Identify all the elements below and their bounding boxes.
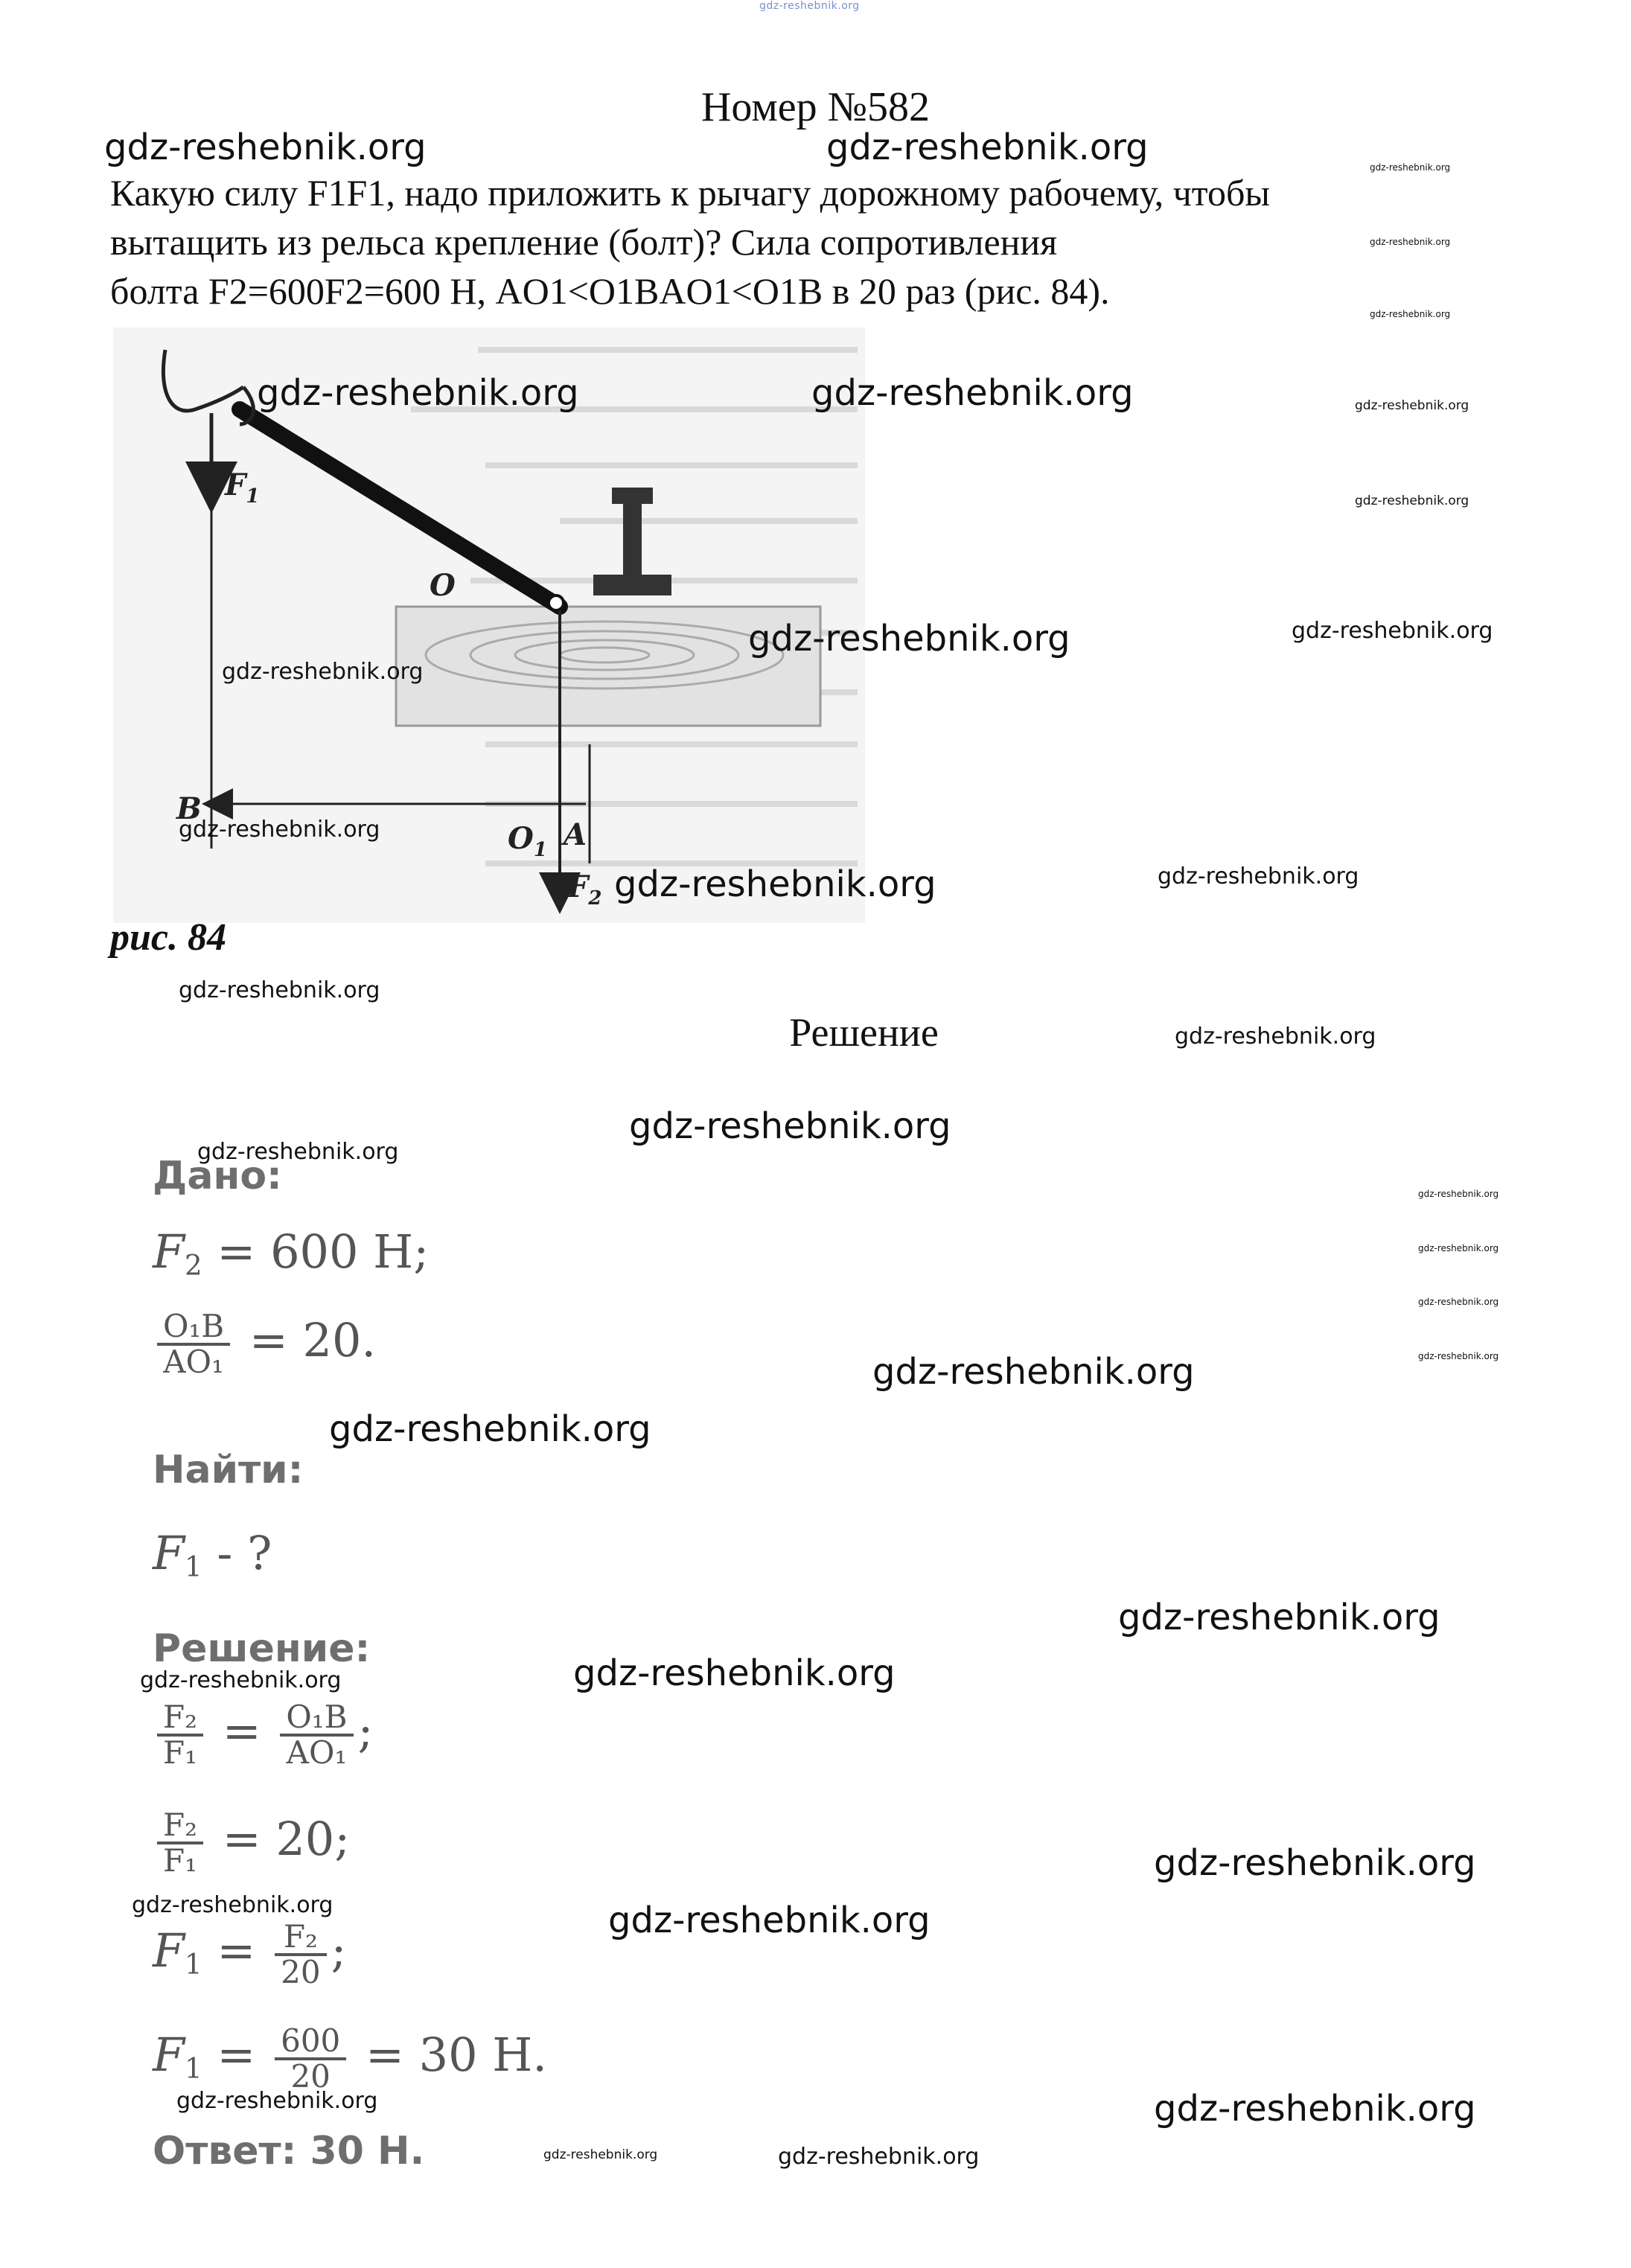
watermark: gdz-reshebnik.org (826, 127, 1149, 168)
eq4-symbol: F (153, 2028, 185, 2083)
given-ratio-value: = 20. (249, 1313, 377, 1368)
watermark: gdz-reshebnik.org (329, 1408, 651, 1450)
watermark: gdz-reshebnik.org (222, 659, 424, 685)
watermark: gdz-reshebnik.org (176, 2088, 378, 2114)
equation-4 (153, 2022, 548, 2095)
eq1-num: F₂ (157, 1701, 203, 1737)
solution-header: Решение (789, 1010, 939, 1055)
equation-3 (153, 1920, 346, 1989)
watermark: gdz-reshebnik.org (1370, 237, 1451, 247)
watermark: gdz-reshebnik.org (1418, 1351, 1499, 1361)
eq1-rden: AO₁ (286, 1734, 348, 1772)
watermark: gdz-reshebnik.org (1154, 2088, 1476, 2130)
watermark: gdz-reshebnik.org (608, 1900, 931, 1941)
label-o1: O (508, 821, 534, 856)
watermark: gdz-reshebnik.org (1418, 1189, 1499, 1199)
watermark: gdz-reshebnik.org (1355, 493, 1469, 508)
label-f1: F (225, 467, 246, 502)
watermark: gdz-reshebnik.org (179, 977, 380, 1003)
watermark: gdz-reshebnik.org (257, 372, 579, 414)
problem-line-1: Какую силу F1F1, надо приложить к рычагу дорожному рабочему, чтобы (110, 172, 1271, 214)
find-f1 (153, 1526, 272, 1582)
eq4-equals: = (217, 2028, 256, 2083)
find-f1-symbol: F (153, 1526, 185, 1580)
given-ratio-num: O₁B (157, 1310, 230, 1346)
equation-1 (153, 1699, 374, 1772)
watermark: gdz-reshebnik.org (1292, 618, 1493, 644)
watermark: gdz-reshebnik.org (543, 2147, 658, 2162)
watermark: gdz-reshebnik.org (1370, 309, 1451, 319)
watermark: gdz-reshebnik.org (197, 1139, 399, 1165)
eq1-rnum: O₁B (280, 1701, 353, 1737)
given-heading: Дано: (153, 1154, 282, 1198)
problem-line-3: болта F2=600F2=600 Н, AO1<O1BAO1<O1B в 20 раз (рис. 84). (110, 270, 1110, 312)
answer: Ответ: 30 Н. (153, 2129, 425, 2173)
label-a: A (564, 817, 587, 852)
figure-caption: рис. 84 (110, 916, 226, 959)
eq3-equals: = (217, 1923, 256, 1978)
watermark: gdz-reshebnik.org (778, 2144, 980, 2170)
given-f2-sub: 2 (185, 1248, 202, 1282)
eq1-left-fraction (157, 1699, 203, 1772)
watermark: gdz-reshebnik.org (1158, 863, 1359, 889)
eq1-den: F₁ (163, 1734, 197, 1772)
given-ratio-den: AO₁ (163, 1344, 224, 1381)
eq1-equals: = (222, 1704, 261, 1759)
eq4-value: = 30 Н. (365, 2028, 548, 2083)
eq2-fraction (157, 1809, 203, 1877)
watermark: gdz-reshebnik.org (104, 127, 427, 168)
watermark: gdz-reshebnik.org (140, 1667, 342, 1693)
label-b: B (176, 791, 202, 826)
watermark: gdz-reshebnik.org (573, 1652, 896, 1694)
watermark: gdz-reshebnik.org (1355, 398, 1469, 413)
eq3-den: 20 (281, 1954, 321, 1991)
top-watermark: gdz-reshebnik.org (759, 0, 860, 12)
page-title: Номер №582 (700, 84, 931, 130)
label-f2-sub: 2 (588, 887, 602, 910)
given-f2-value: = 600 Н; (217, 1224, 430, 1279)
pivot-o (549, 595, 564, 610)
eq3-num: F₂ (275, 1920, 326, 1956)
given-ratio-fraction (157, 1310, 230, 1379)
eq4-sub: 1 (185, 2051, 202, 2085)
eq3-symbol: F (153, 1923, 185, 1978)
watermark: gdz-reshebnik.org (1154, 1842, 1476, 1884)
eq1-end: ; (357, 1704, 374, 1759)
watermark: gdz-reshebnik.org (179, 817, 380, 843)
watermark: gdz-reshebnik.org (1418, 1243, 1499, 1253)
watermark: gdz-reshebnik.org (1418, 1297, 1499, 1307)
label-o1-sub: 1 (533, 839, 547, 861)
watermark: gdz-reshebnik.org (629, 1105, 951, 1147)
eq1-right-fraction (280, 1699, 353, 1772)
watermark: gdz-reshebnik.org (1118, 1597, 1440, 1638)
find-f1-sub: 1 (185, 1550, 202, 1583)
given-f2 (153, 1224, 429, 1281)
eq2-den: F₁ (163, 1842, 197, 1879)
given-f2-symbol: F (153, 1224, 185, 1279)
label-f2: F (567, 869, 589, 904)
eq3-end: ; (331, 1923, 347, 1978)
given-ratio (153, 1310, 376, 1379)
watermark: gdz-reshebnik.org (614, 863, 936, 905)
label-o: O (430, 568, 456, 603)
label-f1-sub: 1 (246, 485, 260, 508)
watermark: gdz-reshebnik.org (748, 618, 1070, 659)
find-f1-question: - ? (217, 1526, 272, 1580)
eq3-fraction (275, 1920, 326, 1989)
eq2-num: F₂ (157, 1809, 203, 1844)
find-heading: Найти: (153, 1448, 304, 1492)
watermark: gdz-reshebnik.org (1370, 162, 1451, 173)
eq4-fraction (275, 2022, 346, 2095)
watermark: gdz-reshebnik.org (132, 1892, 333, 1918)
problem-text (110, 168, 1525, 316)
eq4-num: 600 (275, 2025, 346, 2060)
watermark: gdz-reshebnik.org (1175, 1023, 1376, 1050)
watermark: gdz-reshebnik.org (872, 1351, 1195, 1393)
eq4-den: 20 (290, 2058, 331, 2095)
eq2-value: = 20; (222, 1812, 351, 1867)
eq3-sub: 1 (185, 1947, 202, 1981)
watermark: gdz-reshebnik.org (811, 372, 1134, 414)
equation-2 (153, 1809, 350, 1877)
problem-line-2: вытащить из рельса крепление (болт)? Сила сопротивления (110, 221, 1058, 263)
solution-heading: Решение: (153, 1626, 371, 1671)
